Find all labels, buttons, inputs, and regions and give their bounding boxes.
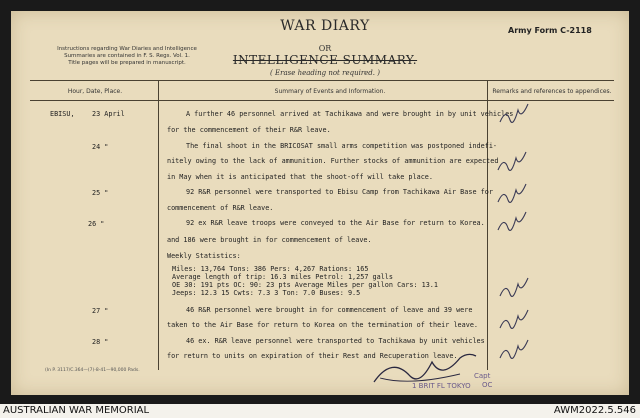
summary-line: 92 R&R personnel were transported to Ebisu Camp from Tachikawa Air Base for: [186, 188, 493, 196]
statistics-line: Average length of trip: 16.3 miles Petrol: 1,257 galls: [172, 273, 393, 281]
summary-line: commencement of R&R leave.: [167, 204, 274, 212]
remarks-initials: [488, 100, 614, 370]
summary-line: 46 ex. R&R leave personnel were transported to Tachikawa by unit vehicles: [186, 337, 485, 345]
title-war-diary: WAR DIARY: [280, 18, 370, 34]
instructions-note: [32, 46, 222, 67]
initials-mark: [500, 310, 528, 328]
table-top-rule: [30, 80, 614, 81]
statistics-line: Miles: 13,764 Tons: 386 Pers: 4,267 Rations: 165: [172, 265, 369, 273]
initials-mark: [498, 212, 526, 230]
summary-line: taken to the Air Base for return to Korea on the termination of their leave.: [167, 321, 478, 329]
entry-place: EBISU,: [50, 110, 75, 118]
signature-unit: OC: [482, 381, 493, 389]
form-number: Army Form C-2118: [508, 26, 592, 35]
initials-mark: [498, 152, 526, 170]
instructions-line: Title pages will be prepared in manuscript.: [68, 60, 186, 66]
summary-line: and 186 were brought in for commencement of leave.: [167, 236, 372, 244]
summary-line: 92 ex R&R leave troops were conveyed to the Air Base for return to Korea.: [186, 219, 485, 227]
summary-line: for the commencement of their R&R leave.: [167, 126, 331, 134]
entry-date: 26 ": [88, 220, 105, 228]
instructions-line: Instructions regarding War Diaries and Intelligence: [57, 46, 197, 52]
summary-line: for return to units on expiration of their Rest and Recuperation leave.: [167, 352, 458, 360]
title-intelligence-summary: INTELLIGENCE SUMMARY.: [232, 53, 418, 67]
entry-date: 23 April: [92, 110, 125, 118]
entry-date: 25 ": [92, 189, 109, 197]
entry-date: 24 ": [92, 143, 109, 151]
summary-line: in May when it is anticipated that the shoot-off will take place.: [167, 173, 433, 181]
summary-line: A further 46 personnel arrived at Tachikawa and were brought in by unit vehicles: [186, 110, 514, 118]
column-divider-1: [158, 80, 159, 370]
summary-line: nitely owing to the lack of ammunition. Further stocks of ammunition are expected: [167, 157, 499, 165]
initials-mark: [500, 278, 528, 296]
summary-line: 46 R&R personnel were brought in for commencement of leave and 39 were: [186, 306, 473, 314]
column-header-remarks: Remarks and references to appendices.: [492, 88, 612, 95]
archive-footer: [0, 404, 640, 418]
title-or: OR: [318, 44, 332, 53]
signature-rank: Capt: [474, 372, 491, 380]
column-header-summary: Summary of Events and Information.: [274, 88, 386, 95]
column-header-date: Hour, Date, Place.: [67, 88, 123, 95]
entry-date: 27 ": [92, 307, 109, 315]
statistics-line: OE 30: 191 pts OC: 90: 23 pts Average Miles per gallon Cars: 13.1: [172, 281, 438, 289]
initials-mark: [500, 340, 528, 358]
entry-date: 28 ": [92, 338, 109, 346]
unit-stamp: 1 BRIT FL TOKYO: [412, 382, 471, 390]
instructions-line: Summaries are contained in F. S. Regs. Vol. 1.: [64, 53, 190, 59]
footer-institution: AUSTRALIAN WAR MEMORIAL: [3, 405, 150, 416]
initials-mark: [498, 184, 526, 202]
summary-line: The final shoot in the BRICOSAT small arms competition was postponed indefi-: [186, 142, 497, 150]
initials-mark: [500, 104, 528, 122]
statistics-line: Jeeps: 12.3 15 Cwts: 7.3 3 Ton: 7.0 Buses: 9.5: [172, 289, 361, 297]
printer-imprint: (In P. 3117/C.364—(7)-8-41—90,000 Pads.: [45, 368, 140, 373]
title-erase-note: ( Erase heading not required. ): [270, 69, 380, 77]
summary-line: Weekly Statistics:: [167, 252, 241, 260]
footer-accession: AWM2022.5.546: [553, 405, 636, 416]
